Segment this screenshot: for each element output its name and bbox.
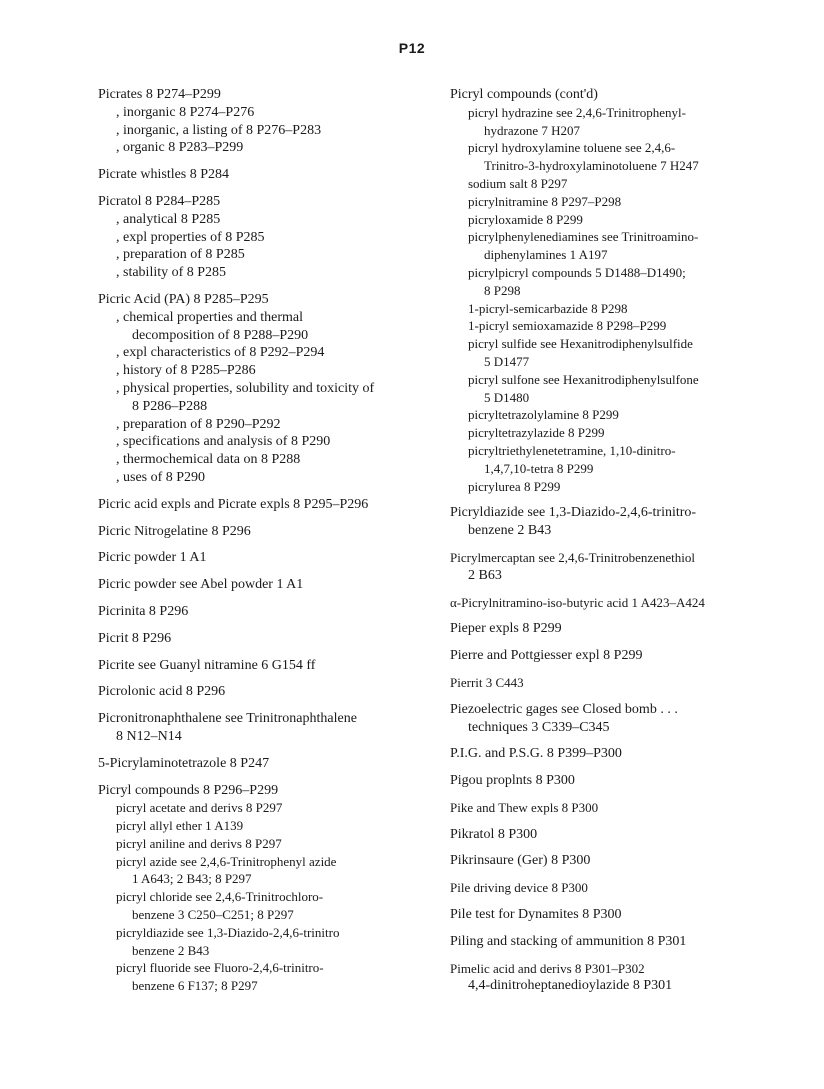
subentry: , inorganic, a listing of 8 P276–P283 <box>116 122 322 138</box>
subentry: picrylnitramine 8 P297–P298 <box>468 193 622 209</box>
subentry-continuation: benzene 6 F137; 8 P297 <box>132 978 258 994</box>
subentry-continuation: 8 P298 <box>484 282 521 298</box>
subentry: , uses of 8 P290 <box>116 469 206 485</box>
subentry: , analytical 8 P285 <box>116 211 221 227</box>
index-entry <box>98 683 418 701</box>
subentry: picryltriethylenetetramine, 1,10-dinitro- <box>468 442 676 458</box>
entry-heading: Picrolonic acid 8 P296 <box>98 684 226 700</box>
subentry: , history of 8 P285–P286 <box>116 363 256 379</box>
index-entry <box>98 86 418 157</box>
entry-heading: Picrylmercaptan see 2,4,6-Trinitrobenzenethiol <box>450 549 696 565</box>
subentry: picryltetrazylazide 8 P299 <box>468 425 605 441</box>
index-entry <box>450 594 770 612</box>
subentry-continuation: 5 D1480 <box>484 389 530 405</box>
index-column-left <box>98 86 418 1004</box>
entry-continuation: techniques 3 C339–C345 <box>468 719 610 735</box>
entry-heading: Picric Acid (PA) 8 P285–P295 <box>98 291 269 307</box>
index-entry <box>98 710 418 746</box>
subentry-continuation: 8 P286–P288 <box>132 398 208 414</box>
subentry-continuation: diphenylamines 1 A197 <box>484 247 608 263</box>
index-entry <box>98 782 418 996</box>
subentry: , thermochemical data on 8 P288 <box>116 452 301 468</box>
entry-heading: Picrates 8 P274–P299 <box>98 87 221 102</box>
index-entry <box>450 933 770 951</box>
index-entry <box>98 603 418 621</box>
subentry: , expl characteristics of 8 P292–P294 <box>116 345 325 361</box>
page-label: P12 <box>398 40 426 56</box>
subentry: , chemical properties and thermal <box>116 309 303 325</box>
entry-heading: Pikrinsaure (Ger) 8 P300 <box>450 853 591 869</box>
subentry: picryl chloride see 2,4,6-Trinitrochloro- <box>116 889 324 905</box>
index-entry <box>98 291 418 487</box>
index-entry <box>450 674 770 692</box>
subentry: , expl properties of 8 P285 <box>116 229 265 245</box>
index-entry <box>98 576 418 594</box>
entry-continuation: benzene 2 B43 <box>468 523 552 539</box>
index-entry <box>450 701 770 737</box>
subentry: , physical properties, solubility and toxicity of <box>116 380 375 396</box>
subentry: picryldiazide see 1,3-Diazido-2,4,6-trinitro <box>116 924 340 940</box>
index-entry <box>450 620 770 638</box>
index-entry <box>450 504 770 540</box>
subentry-continuation: 1 A643; 2 B43; 8 P297 <box>132 871 252 887</box>
index-entry <box>450 549 770 585</box>
index-entry <box>450 799 770 817</box>
subentry: 4,4-dinitroheptanedioylazide 8 P301 <box>468 978 673 994</box>
subentry: picryl hydrazine see 2,4,6-Trinitrophenyl- <box>468 104 686 120</box>
entry-heading: 5-Picrylaminotetrazole 8 P247 <box>98 755 270 771</box>
index-entry <box>450 852 770 870</box>
index-entry <box>450 745 770 763</box>
subentry: picryl fluoride see Fluoro-2,4,6-trinitro- <box>116 960 324 976</box>
subentry: , organic 8 P283–P299 <box>116 140 244 156</box>
subentry: picryloxamide 8 P299 <box>468 211 583 227</box>
entry-continuation: 8 N12–N14 <box>116 728 182 744</box>
subentry: picryltetrazolylamine 8 P299 <box>468 407 619 423</box>
index-entry <box>98 166 418 184</box>
entry-heading: Picratol 8 P284–P285 <box>98 193 221 209</box>
index-entry <box>450 960 770 996</box>
entry-heading: P.I.G. and P.S.G. 8 P399–P300 <box>450 746 622 762</box>
index-column-right <box>450 86 770 1004</box>
entry-heading: Picryldiazide see 1,3-Diazido-2,4,6-trinitro- <box>450 505 697 521</box>
entry-heading: Pike and Thew expls 8 P300 <box>450 799 599 815</box>
entry-heading: Pierrit 3 C443 <box>450 674 524 690</box>
entry-heading: Picrate whistles 8 P284 <box>98 167 230 183</box>
subentry-continuation: decomposition of 8 P288–P290 <box>132 327 309 343</box>
subentry: sodium salt 8 P297 <box>468 175 568 191</box>
entry-heading: Picryl compounds (cont'd) <box>450 87 598 102</box>
index-entry <box>98 523 418 541</box>
subentry-continuation: Trinitro-3-hydroxylaminotoluene 7 H247 <box>484 158 699 174</box>
subentry: 1-picryl semioxamazide 8 P298–P299 <box>468 318 667 334</box>
index-entry <box>98 755 418 773</box>
index-entry <box>450 826 770 844</box>
entry-heading: Picrinita 8 P296 <box>98 603 189 619</box>
subentry: picryl azide see 2,4,6-Trinitrophenyl azide <box>116 853 337 869</box>
index-entry <box>450 647 770 665</box>
subentry-continuation: 1,4,7,10-tetra 8 P299 <box>484 460 594 476</box>
subentry: , specifications and analysis of 8 P290 <box>116 434 331 450</box>
entry-heading: Pikratol 8 P300 <box>450 826 538 842</box>
entry-heading: Piezoelectric gages see Closed bomb . . . <box>450 701 678 717</box>
entry-heading: α-Picrylnitramino-iso-butyric acid 1 A423–A424 <box>450 594 705 610</box>
subentry-continuation: benzene 3 C250–C251; 8 P297 <box>132 907 294 923</box>
index-entry <box>98 549 418 567</box>
index-entry <box>98 496 418 514</box>
subentry: picryl hydroxylamine toluene see 2,4,6- <box>468 140 676 156</box>
subentry-continuation: 5 D1477 <box>484 353 530 369</box>
subentry: , stability of 8 P285 <box>116 265 227 281</box>
entry-heading: Pigou proplnts 8 P300 <box>450 773 575 789</box>
subentry: , preparation of 8 P285 <box>116 247 245 263</box>
entry-heading: Picric powder see Abel powder 1 A1 <box>98 577 304 593</box>
subentry: 1-picryl-semicarbazide 8 P298 <box>468 300 628 316</box>
entry-heading: Picric Nitrogelatine 8 P296 <box>98 523 251 539</box>
index-entry <box>450 86 770 495</box>
entry-heading: Piling and stacking of ammunition 8 P301 <box>450 933 687 949</box>
subentry: picrylpicryl compounds 5 D1488–D1490; <box>468 264 686 280</box>
subentry-continuation: benzene 2 B43 <box>132 942 210 958</box>
index-entry <box>450 879 770 897</box>
entry-continuation: 2 B63 <box>468 567 502 583</box>
subentry: picryl sulfide see Hexanitrodiphenylsulfide <box>468 336 693 352</box>
subentry: picryl sulfone see Hexanitrodiphenylsulfone <box>468 371 699 387</box>
entry-heading: Pile test for Dynamites 8 P300 <box>450 907 622 923</box>
index-entry <box>450 906 770 924</box>
index-entry <box>98 657 418 675</box>
subentry: picryl aniline and derivs 8 P297 <box>116 835 282 851</box>
subentry: picryl allyl ether 1 A139 <box>116 818 244 834</box>
entry-heading: Picric acid expls and Picrate expls 8 P295–P296 <box>98 496 369 512</box>
subentry: picryl acetate and derivs 8 P297 <box>116 800 283 816</box>
subentry-continuation: hydrazone 7 H207 <box>484 122 581 138</box>
index-entry <box>98 193 418 282</box>
entry-heading: Picrite see Guanyl nitramine 6 G154 ff <box>98 657 316 673</box>
subentry: picrylphenylenediamines see Trinitroamino- <box>468 229 699 245</box>
index-entry <box>450 772 770 790</box>
index-entry <box>98 630 418 648</box>
subentry: , preparation of 8 P290–P292 <box>116 416 281 432</box>
entry-heading: Picronitronaphthalene see Trinitronaphthalene <box>98 711 357 727</box>
subentry: picrylurea 8 P299 <box>468 478 561 494</box>
entry-heading: Pieper expls 8 P299 <box>450 621 562 637</box>
entry-heading: Picryl compounds 8 P296–P299 <box>98 782 279 798</box>
entry-heading: Pimelic acid and derivs 8 P301–P302 <box>450 960 645 976</box>
entry-heading: Picric powder 1 A1 <box>98 550 207 566</box>
entry-heading: Pierre and Pottgiesser expl 8 P299 <box>450 648 643 664</box>
subentry: , inorganic 8 P274–P276 <box>116 104 255 120</box>
entry-heading: Picrit 8 P296 <box>98 630 172 646</box>
entry-heading: Pile driving device 8 P300 <box>450 880 588 896</box>
